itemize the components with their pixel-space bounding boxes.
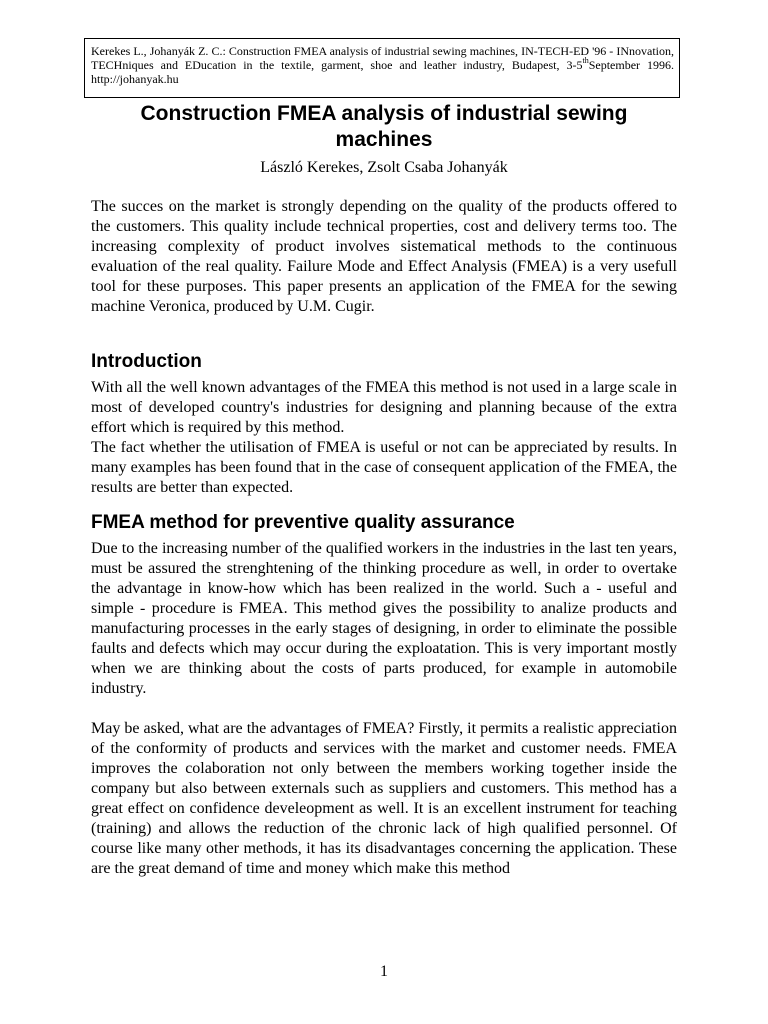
introduction-paragraph-2: The fact whether the utilisation of FMEA is useful or not can be appreciated by results. In many examples has been found that in the case of consequent application of the FMEA, the results are better than expected. [91, 439, 677, 496]
fmea-method-paragraph-1: Due to the increasing number of the qualified workers in the industries in the last ten years, must be assured the strenghtening of the thinking procedure as well, in order to overtake the advantage in know-how which has been realized in the world. Such a - useful and simple - procedure is FMEA. This method gives the possibility to analize products and manufacturing processes in the early stages of designing, in order to eliminate the possible faults and defects which may occur during the exploatation. This is very important mostly when we are thinking about the costs of parts produced, for example in automobile industry. [91, 540, 677, 697]
fmea-method-paragraph-2: May be asked, what are the advantages of FMEA? Firstly, it permits a realistic appreciation of the conformity of products and services with the market and customer needs. FMEA improves the colaboration not only between the members working together inside the company but also between externals such as suppliers and customers. This method has a great effect on confidence develeopment as well. It is an excellent instrument for teaching (training) and allows the reduction of the chronic lack of high qualified personnel. Of course like many other methods, it has its disadvantages concerning the application. These are the great demand of time and money which make this method [91, 720, 677, 877]
citation-box [84, 38, 680, 98]
fmea-method-heading: FMEA method for preventive quality assurance [91, 512, 515, 533]
abstract-paragraph: The succes on the market is strongly depending on the quality of the products offered to the customers. This quality include technical properties, cost and delivery terms too. The increasing complexity of product involves sistematical methods to the continuous evaluation of the real quality. Failure Mode and Effect Analysis (FMEA) is a very usefull tool for these purposes. This paper presents an application of the FMEA for the sewing machine Veronica, produced by U.M. Cugir. [91, 198, 677, 315]
paper-authors: László Kerekes, Zsolt Csaba Johanyák [260, 159, 508, 176]
introduction-paragraph-1: With all the well known advantages of the FMEA this method is not used in a large scale in most of developed country's industries for designing and planning because of the extra effort which is required by this method. [91, 379, 677, 436]
page-number: 1 [380, 963, 388, 980]
paper-title: Construction FMEA analysis of industrial sewing machines [140, 102, 628, 151]
citation-superscript: th [582, 56, 589, 65]
introduction-heading: Introduction [91, 351, 202, 372]
citation-text: Kerekes L., Johanyák Z. C.: Construction FMEA analysis of industrial sewing machines, IN-TECH-ED '96 - INnovation, TECHniques and EDucation in the textile, garment, shoe and leather industry, Budapest, 3-5 [91, 44, 674, 72]
citation-text-end: September 1996. http://johanyak.hu [91, 58, 674, 86]
